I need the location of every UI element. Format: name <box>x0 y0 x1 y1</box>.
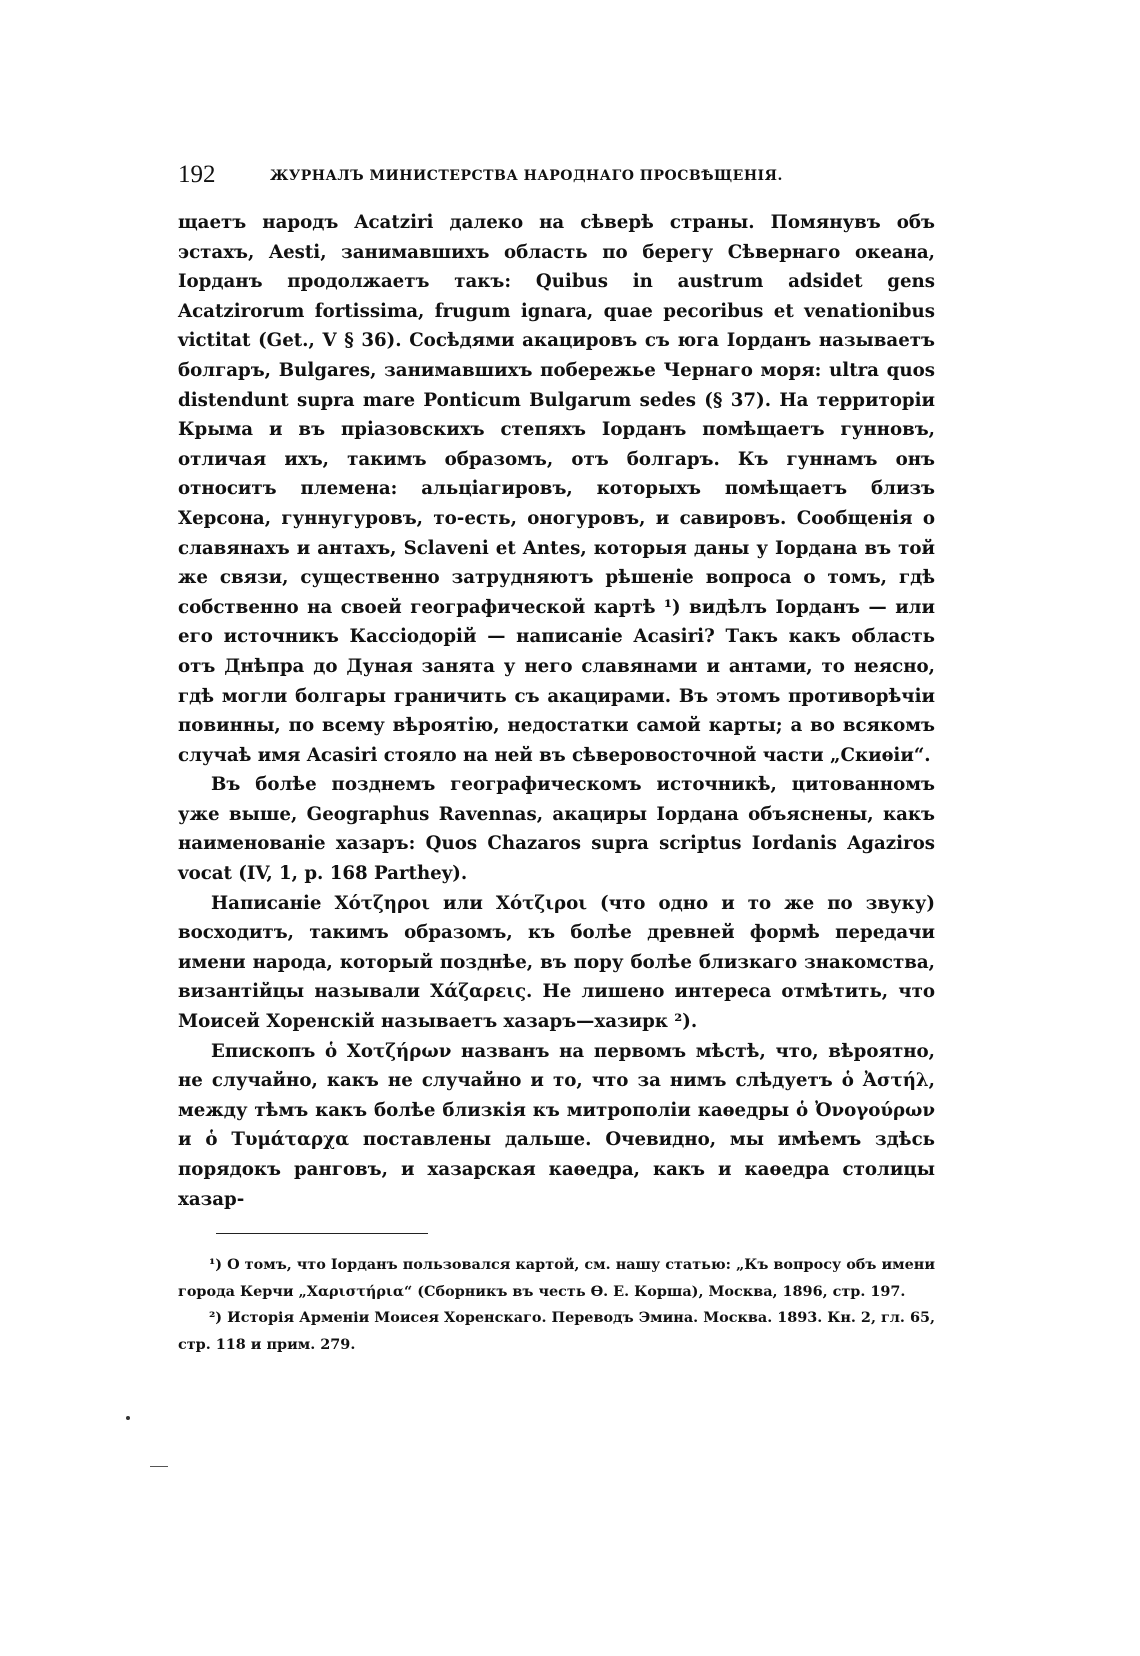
main-text <box>178 208 935 1214</box>
scan-speck-dash <box>150 1466 168 1467</box>
page-number: 192 <box>178 161 216 188</box>
paragraph-2: Въ болѣе позднемъ географическомъ источникѣ, цитованномъ уже выше, Geographus Ravennas, акациры Іордана объяснены, какъ наименованіе хазаръ: Quos Chazaros supra scriptus Iordanis Agaziros vocat (IV, 1, p. 168 Parthey). <box>178 774 935 885</box>
paragraph-1: щаетъ народъ Acatziri далеко на сѣверѣ страны. Помянувъ объ эстахъ, Aesti, занимавшихъ область по берегу Сѣвернаго океана, Іорданъ продолжаетъ такъ: Quibus in austrum adsidet gens Acatzirorum fortissima, frugum ignara, quae pecoribus et venationibus victitat (Get., V § 36). Сосѣдями акацировъ съ юга Іорданъ называетъ болгаръ, Bulgares, занимавшихъ побережье Чернаго моря: ultra quos distendunt supra mare Ponticum Bulgarum sedes (§ 37). На территоріи Крыма и въ пріазовскихъ степяхъ Іорданъ помѣщаетъ гунновъ, отличая ихъ, такимъ образомъ, отъ болгаръ. Къ гуннамъ онъ относитъ племена: альціагировъ, которыхъ помѣщаетъ близъ Херсона, гуннугуровъ, то-есть, оногуровъ, и савировъ. Сообщенія о славянахъ и антахъ, Sclaveni et Antes, которыя даны у Іордана въ той же связи, существенно затрудняютъ рѣшеніе вопроса о томъ, гдѣ собственно на своей географической картѣ ¹) видѣлъ Іорданъ — или его источникъ Кассіодорій — написаніе Acasiri? Такъ какъ область отъ Днѣпра до Дуная занята у него славянами и антами, то неясно, гдѣ могли болгары граничить съ акацирами. Въ этомъ противорѣчіи повинны, по всему вѣроятію, недостатки самой карты; а во всякомъ случаѣ имя Acasiri стояло на ней въ сѣверовосточной части „Скиѳіи“. <box>178 212 935 766</box>
footnote-1: ¹) О томъ, что Іорданъ пользовался картой, см. нашу статью: „Къ вопросу объ имени города Керчи „Χαριστήρια“ (Сборникъ въ честь Ѳ. Е. Корша), Москва, 1896, стр. 197. <box>178 1256 935 1300</box>
footnote-separator <box>216 1233 428 1234</box>
running-title: ЖУРНАЛЪ МИНИСТЕРСТВА НАРОДНАГО ПРОСВѢЩЕНІЯ. <box>270 168 783 184</box>
paragraph-4: Епископъ ὁ Χοτζήρων названъ на первомъ мѣстѣ, что, вѣроятно, не случайно, какъ не случайно и то, что за нимъ слѣдуетъ ὁ Ἀστήλ, между тѣмъ какъ болѣе близкія къ митрополіи каѳедры ὁ Ὀνογούρων и ὁ Τυμάταρχα поставлены дальше. Очевидно, мы имѣемъ здѣсь порядокъ ранговъ, и хазарская каѳедра, какъ и каѳедра столицы хазар- <box>178 1040 935 1210</box>
scan-speck-dot <box>126 1416 130 1420</box>
footnote-2: ²) Исторія Арменіи Моисея Хоренскаго. Переводъ Эмина. Москва. 1893. Кн. 2, гл. 65, стр. 118 и прим. 279. <box>178 1309 935 1353</box>
paragraph-3: Написаніе Χότζηροι или Χότζιροι (что одно и то же по звуку) восходитъ, такимъ образомъ, къ болѣе древней формѣ передачи имени народа, который позднѣе, въ пору болѣе близкаго знакомства, византійцы называли Χάζαρεις. Не лишено интереса отмѣтить, что Моисей Хоренскій называетъ хазаръ—хазирк ²). <box>178 892 935 1033</box>
page-header <box>178 160 938 196</box>
footnotes <box>178 1252 935 1358</box>
